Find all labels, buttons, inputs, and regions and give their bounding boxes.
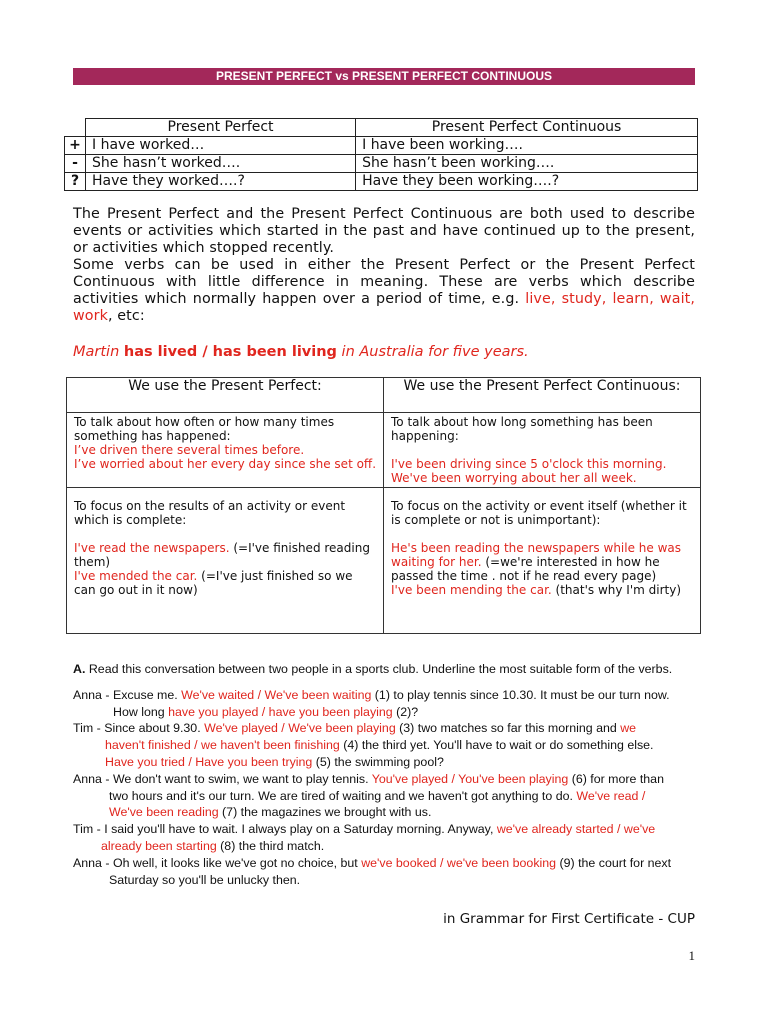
example-part: Martin xyxy=(73,344,124,360)
verb-choice: We've read / xyxy=(576,788,646,803)
table-cell: She hasn’t worked…. xyxy=(86,155,356,173)
cell-example: He's been reading the newspapers while he was waiting for her. xyxy=(391,541,682,569)
cell-note: (=I've finished reading them) xyxy=(74,541,370,569)
page-title: PRESENT PERFECT vs PRESENT PERFECT CONTINUOUS xyxy=(73,68,695,85)
table-cell: Have they been working….? xyxy=(356,173,698,191)
dialogue-text: Saturday so you'll be unlucky then. xyxy=(109,872,301,887)
cell-text: To focus on the results of an activity or event which is complete: xyxy=(74,499,346,527)
example-verb-forms: has lived / has been living xyxy=(123,344,337,360)
dialogue-text: (9) the court for next xyxy=(556,855,672,870)
dialogue-text: (6) for more than xyxy=(568,771,664,786)
dialogue-line xyxy=(73,687,703,704)
verb-choice: We've been reading xyxy=(109,805,219,820)
cell-example: I’ve driven there several times before. xyxy=(74,443,305,457)
cell-example-line xyxy=(391,583,693,597)
dialogue-text: (4) the third yet. You'll have to wait or do something else. xyxy=(339,738,654,753)
example-verbs: live, study, learn, wait, work xyxy=(73,291,696,324)
cell-text: To talk about how often or how many times something has happened: xyxy=(74,415,335,443)
dialogue-text: How long xyxy=(113,704,169,719)
table-cell: I have worked… xyxy=(86,137,356,155)
intro-paragraph-1: The Present Perfect and the Present Perfect Continuous are both used to describe events or activities which started in the past and have continued up to the present, or activities which stopped recently. xyxy=(73,206,695,256)
dialogue-line xyxy=(73,855,703,872)
dialogue-line xyxy=(73,821,703,838)
table-cell: I have been working…. xyxy=(356,137,698,155)
exercise-section xyxy=(73,661,703,888)
header-present-perfect-continuous: Present Perfect Continuous xyxy=(356,119,698,137)
header-use-present-perfect-continuous: We use the Present Perfect Continuous: xyxy=(384,378,701,413)
cell-note: (=I've just finished so we can go out in it now) xyxy=(74,569,353,597)
uses-table xyxy=(66,377,701,634)
intro-paragraph-2 xyxy=(73,257,695,325)
dialogue-line xyxy=(73,804,703,821)
intro-text-span: , etc: xyxy=(108,308,145,324)
header-use-present-perfect: We use the Present Perfect: xyxy=(67,378,384,413)
verb-choice: You've played / You've been playing xyxy=(371,771,569,786)
dialogue-text: Anna - Excuse me. xyxy=(73,687,182,702)
dialogue-text: (8) the third match. xyxy=(216,838,325,853)
dialogue-line xyxy=(73,754,703,771)
table-row xyxy=(67,413,701,488)
dialogue-line xyxy=(73,737,703,754)
example-part: in Australia for five years. xyxy=(336,344,529,360)
verb-choice: we've already started / we've xyxy=(496,822,656,837)
dialogue-text: two hours and it's our turn. We are tired of waiting and we haven't got anything to do. xyxy=(109,788,577,803)
dialogue-line xyxy=(73,872,703,889)
table-cell: She hasn’t been working…. xyxy=(356,155,698,173)
page-number: 1 xyxy=(688,948,695,963)
source-citation: in Grammar for First Certificate - CUP xyxy=(443,911,695,927)
verb-choice: already been starting xyxy=(101,838,217,853)
verb-choice: we've booked / we've been booking xyxy=(361,855,557,870)
cell-example-line xyxy=(391,541,693,583)
uses-table-header xyxy=(67,378,701,413)
intro-text-span: Some verbs can be used in either the Present Perfect or the Present Perfect Continuous with little difference in meaning. These are verbs which describe activities which normally happen over a period of time, e.g. xyxy=(73,257,695,307)
example-sentence xyxy=(73,342,529,362)
table-cell xyxy=(67,413,384,488)
cell-text: To focus on the activity or event itself (whether it is complete or not is unimportant): xyxy=(391,499,687,527)
table-cell xyxy=(384,413,701,488)
verb-choice: we xyxy=(620,721,637,736)
dialogue-text: (2)? xyxy=(392,704,419,719)
instruction-text: Read this conversation between two people in a sports club. Underline the most suitable form of the verbs. xyxy=(85,662,673,676)
dialogue-line xyxy=(73,788,703,805)
cell-example: I've been mending the car. xyxy=(391,583,552,597)
dialogue-line xyxy=(73,720,703,737)
verb-choice: have you played / have you been playing xyxy=(168,704,393,719)
dialogue-text: Tim - I said you'll have to wait. I always play on a Saturday morning. Anyway, xyxy=(73,822,497,837)
cell-note: (=we're interested in how he passed the time . not if he read every page) xyxy=(391,555,660,583)
cell-example: I've mended the car. xyxy=(74,569,198,583)
forms-table xyxy=(64,118,698,191)
cell-example-line xyxy=(74,541,376,569)
header-spacer xyxy=(65,119,86,137)
verb-choice: Have you tried / Have you been trying xyxy=(105,754,313,769)
dialogue-line xyxy=(73,704,703,721)
table-row xyxy=(65,173,698,191)
exercise-instruction xyxy=(73,661,703,678)
header-present-perfect: Present Perfect xyxy=(86,119,356,137)
dialogue-line xyxy=(73,838,703,855)
dialogue-text: (7) the magazines we brought with us. xyxy=(218,805,432,820)
verb-choice: haven't finished / we haven't been finishing xyxy=(105,738,340,753)
cell-note: (that's why I'm dirty) xyxy=(551,583,681,597)
cell-example: We've been worrying about her all week. xyxy=(391,471,637,485)
table-row xyxy=(65,155,698,173)
exercise-label: A. xyxy=(73,662,86,676)
table-row xyxy=(65,137,698,155)
cell-example: I've read the newspapers. xyxy=(74,541,230,555)
negative-symbol: - xyxy=(65,155,86,173)
dialogue-text: Anna - We don't want to swim, we want to play tennis. xyxy=(73,771,372,786)
table-cell: Have they worked….? xyxy=(86,173,356,191)
intro-text xyxy=(73,206,695,325)
table-row xyxy=(67,488,701,634)
dialogue-text: (1) to play tennis since 10.30. It must be our turn now. xyxy=(371,687,670,702)
cell-example: I’ve worried about her every day since she set off. xyxy=(74,457,377,471)
dialogue-text: Anna - Oh well, it looks like we've got no choice, but xyxy=(73,855,362,870)
question-symbol: ? xyxy=(65,173,86,191)
table-cell xyxy=(384,488,701,634)
cell-example: I've been driving since 5 o'clock this morning. xyxy=(391,457,667,471)
dialogue-text: Tim - Since about 9.30. xyxy=(73,721,205,736)
dialogue-text: (3) two matches so far this morning and xyxy=(395,721,621,736)
forms-table-header xyxy=(65,119,698,137)
cell-text: To talk about how long something has been happening: xyxy=(391,415,653,443)
table-cell xyxy=(67,488,384,634)
dialogue-text: (5) the swimming pool? xyxy=(312,754,444,769)
dialogue-line xyxy=(73,771,703,788)
verb-choice: We've waited / We've been waiting xyxy=(181,687,372,702)
cell-example-line xyxy=(74,569,376,597)
affirmative-symbol: + xyxy=(65,137,86,155)
verb-choice: We've played / We've been playing xyxy=(204,721,396,736)
